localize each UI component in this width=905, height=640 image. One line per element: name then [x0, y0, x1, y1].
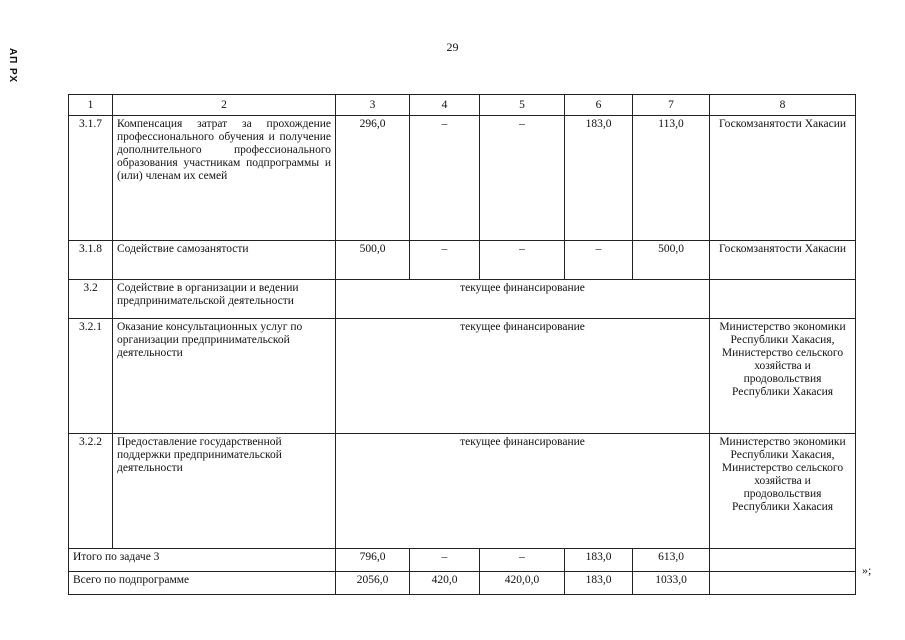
value-cell: –: [410, 241, 480, 280]
header-cell: 6: [565, 95, 633, 116]
row-name: Компенсация затрат за прохождение профессионального обучения и получение дополнительного профессионального образования участникам подпрограммы и (или) членам их семей: [113, 116, 336, 241]
total-task-label: Итого по задаче 3: [69, 549, 336, 572]
header-cell: 2: [113, 95, 336, 116]
value-cell: 296,0: [336, 116, 410, 241]
executor-cell: Министерство экономики Республики Хакасия, Министерство сельского хозяйства и продовольствия Республики Хакасия: [710, 319, 856, 434]
row-name: Оказание консультационных услуг по организации предпринимательской деятельности: [113, 319, 336, 434]
financing-cell: текущее финансирование: [336, 280, 710, 319]
page-number: 29: [446, 40, 459, 54]
row-number: 3.1.8: [69, 241, 113, 280]
value-cell: –: [480, 116, 565, 241]
table-row: [69, 116, 856, 241]
value-cell: 113,0: [633, 116, 710, 241]
executor-cell: Госкомзанятости Хакасии: [710, 241, 856, 280]
value-cell: 420,0: [410, 572, 480, 595]
value-cell: –: [480, 549, 565, 572]
header-cell: 3: [336, 95, 410, 116]
header-cell: 4: [410, 95, 480, 116]
total-program-label: Всего по подпрограмме: [69, 572, 336, 595]
header-cell: 1: [69, 95, 113, 116]
table-row: [69, 434, 856, 549]
value-cell: 183,0: [565, 116, 633, 241]
executor-cell: [710, 572, 856, 595]
side-mark: АП РХ: [7, 48, 18, 84]
table-row: [69, 241, 856, 280]
row-number: 3.1.7: [69, 116, 113, 241]
total-program-row: [69, 572, 856, 595]
executor-cell: [710, 549, 856, 572]
row-name: Содействие в организации и ведении предпринимательской деятельности: [113, 280, 336, 319]
value-cell: –: [480, 241, 565, 280]
header-cell: 7: [633, 95, 710, 116]
header-cell: 5: [480, 95, 565, 116]
value-cell: 183,0: [565, 549, 633, 572]
row-name: Предоставление государственной поддержки предпринимательской деятельности: [113, 434, 336, 549]
executor-cell: [710, 280, 856, 319]
row-number: 3.2.2: [69, 434, 113, 549]
closing-quote: »;: [862, 563, 872, 577]
value-cell: –: [410, 549, 480, 572]
header-cell: 8: [710, 95, 856, 116]
value-cell: –: [565, 241, 633, 280]
financing-cell: текущее финансирование: [336, 319, 710, 434]
value-cell: 1033,0: [633, 572, 710, 595]
value-cell: 500,0: [336, 241, 410, 280]
header-row: [69, 95, 856, 116]
value-cell: 420,0,0: [480, 572, 565, 595]
value-cell: 183,0: [565, 572, 633, 595]
row-number: 3.2: [69, 280, 113, 319]
value-cell: 613,0: [633, 549, 710, 572]
table-row: [69, 319, 856, 434]
executor-cell: Госкомзанятости Хакасии: [710, 116, 856, 241]
financing-table: [68, 94, 856, 595]
value-cell: 796,0: [336, 549, 410, 572]
value-cell: –: [410, 116, 480, 241]
total-task-row: [69, 549, 856, 572]
value-cell: 500,0: [633, 241, 710, 280]
row-name: Содействие самозанятости: [113, 241, 336, 280]
row-number: 3.2.1: [69, 319, 113, 434]
table-row: [69, 280, 856, 319]
value-cell: 2056,0: [336, 572, 410, 595]
financing-cell: текущее финансирование: [336, 434, 710, 549]
executor-cell: Министерство экономики Республики Хакасия, Министерство сельского хозяйства и продовольствия Республики Хакасия: [710, 434, 856, 549]
